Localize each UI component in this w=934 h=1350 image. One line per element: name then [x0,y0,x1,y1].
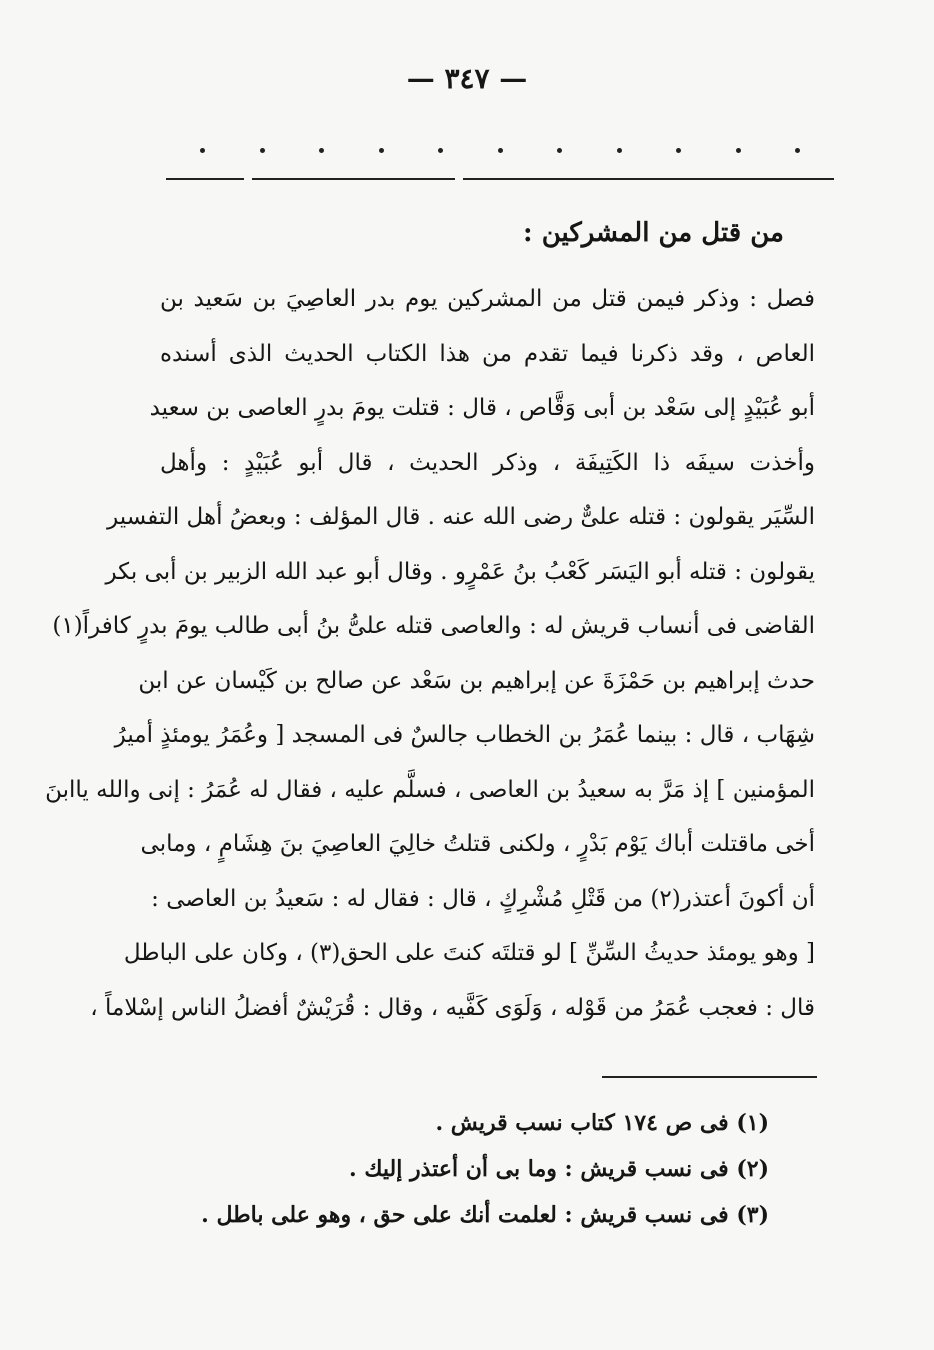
header-rule [166,178,834,180]
ornament-dot [617,148,622,153]
text-line: حدث إبراهيم بن حَمْزَةَ عن إبراهيم بن سَعْد عن صالح بن كَيْسان عن ابن [138,667,815,694]
text-line: أبو عُبَيْدٍ إلى سَعْد بن أبى وَقَّاص ، قال : قتلت يومَ بدرٍ العاصى بن سعيد [149,395,815,421]
text-line: أخى ماقتلت أباك يَوْم بَدْرٍ ، ولكنى قتلتُ خالِيَ العاصِيَ بنَ هِشَامٍ ، ومابى [140,831,815,857]
ornament-dot [200,148,205,153]
footnote-rule [602,1076,817,1078]
text-line: العاص ، وقد ذكرنا فيما تقدم من هذا الكتاب الحديث الذى أسنده [160,340,815,367]
body-text [45,272,815,1035]
ornament-dot [736,148,741,153]
rule-gap [244,174,252,184]
ornament-dot [260,148,265,153]
ornament-dot [379,148,384,153]
text-line: [ وهو يومئذ حديثُ السِّنِّ ] لو قتلتَه كنتَ على الحق(٣) ، وكان على الباطل [123,940,815,966]
footnote: (٢) فى نسب قريش : وما بى أن أعتذر إليك . [349,1156,769,1182]
ornament-dot [498,148,503,153]
header-ornament-dots [200,148,800,153]
ornament-dot [795,148,800,153]
text-line: أن أكونَ أعتذر(٢) من قَتْلِ مُشْرِكٍ ، قال : فقال له : سَعيدُ بن العاصى : [151,885,815,912]
text-line: المؤمنين ] إذ مَرَّ به سعيدُ بن العاصى ، فسلَّم عليه ، فقال له عُمَرُ : إنى والله ياابنَ [45,776,815,803]
text-line: القاضى فى أنساب قريش له : والعاصى قتله علىُّ بنُ أبى طالب يومَ بدرٍ كافراً(١) [52,613,815,639]
rule-gap [455,174,463,184]
ornament-dot [557,148,562,153]
text-line: وأخذت سيفَه ذا الكَتِيفَة ، وذكر الحديث ، قال أبو عُبَيْدٍ : وأهل [160,449,815,476]
ornament-dot [438,148,443,153]
text-line: فصل : وذكر فيمن قتل من المشركين يوم بدر العاصِيَ بن سَعيد بن [160,286,815,312]
ornament-dot [319,148,324,153]
text-line: قال : فعجب عُمَرُ من قَوْله ، وَلَوَى كَفَّيه ، وقال : قُرَيْشٌ أفضلُ الناس إسْلاماً ، [90,994,815,1021]
footnote: (٣) فى نسب قريش : لعلمت أنك على حق ، وهو على باطل . [201,1202,769,1228]
section-heading: من قتل من المشركين : [523,218,784,248]
footnotes [201,1100,769,1238]
footnote: (١) فى ص ١٧٤ كتاب نسب قريش . [435,1110,769,1136]
page-number: — ٣٤٧ — [406,62,528,95]
text-line: السِّيَر يقولون : قتله علىٌّ رضى الله عنه . قال المؤلف : وبعضُ أهل التفسير [107,504,815,530]
text-line: يقولون : قتله أبو اليَسَر كَعْبُ بنُ عَمْرٍو . وقال أبو عبد الله الزبير بن أبى بكر [105,558,815,585]
text-line: شِهَاب ، قال : بينما عُمَرُ بن الخطاب جالسٌ فى المسجد [ وعُمَرُ يومئذٍ أميرُ [114,722,815,748]
ornament-dot [676,148,681,153]
